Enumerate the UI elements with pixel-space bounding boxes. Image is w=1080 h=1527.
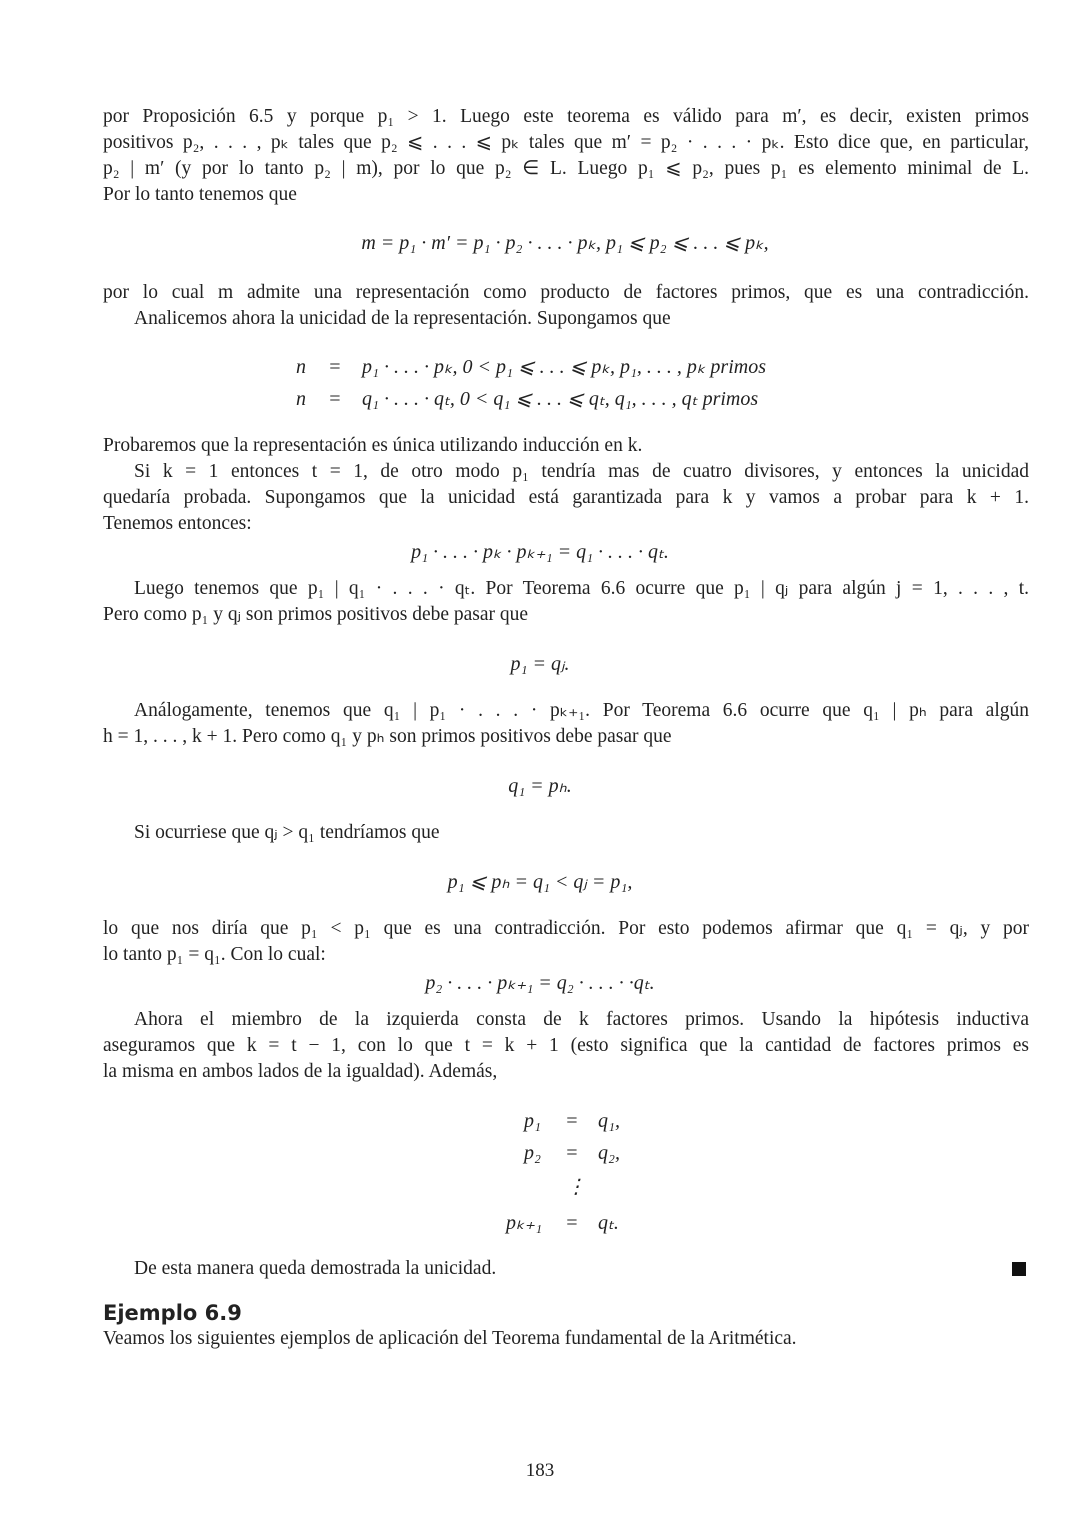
paragraph-line: Pero como p₁ y qⱼ son primos positivos debe pasar que (103, 604, 529, 625)
paragraph-line: por lo cual m admite una representación como producto de factores primos, que es una contradicción. (103, 282, 1029, 303)
paragraph-line: Si ocurriese que qⱼ > q₁ tendríamos que (134, 822, 440, 843)
align-lhs: p₁ (524, 1110, 541, 1132)
paragraph-line: Luego tenemos que p₁ | q₁ · . . . · qₜ. Por Teorema 6.6 ocurre que p₁ | qⱼ para algún j = 1, . . . , t. (134, 578, 1029, 599)
paragraph-line: quedaría probada. Supongamos que la unicidad está garantizada para k y vamos a probar para k + 1. (103, 487, 1029, 508)
paragraph-line: positivos p₂, . . . , pₖ tales que p₂ ⩽ . . . ⩽ pₖ tales que m′ = p₂ · . . . · pₖ. Esto dice que, en particular, (103, 132, 1029, 153)
system-lhs: n (296, 388, 306, 410)
paragraph-line: h = 1, . . . , k + 1. Pero como q₁ y pₕ son primos positivos debe pasar que (103, 726, 672, 747)
paragraph-line: De esta manera queda demostrada la unicidad. (134, 1258, 497, 1279)
align-rhs: q₂, (598, 1142, 620, 1164)
paragraph-line: Ahora el miembro de la izquierda consta de k factores primos. Usando la hipótesis inductiva (134, 1009, 1029, 1030)
system-lhs: n (296, 356, 306, 378)
paragraph-line: Por lo tanto tenemos que (103, 184, 297, 205)
equation-inequality-chain: p₁ ⩽ pₕ = q₁ < qⱼ = p₁, (447, 871, 633, 893)
equation-reduced-product: p₂ · . . . · pₖ₊₁ = q₂ · . . . · ·qₜ. (425, 972, 655, 994)
paragraph-line: aseguramos que k = t − 1, con lo que t = k + 1 (esto significa que la cantidad de factores primos es (103, 1035, 1029, 1056)
equation-p1-qj: p₁ = qⱼ. (510, 653, 570, 675)
align-eq: = (565, 1110, 579, 1132)
paragraph-line: Analicemos ahora la unicidad de la representación. Supongamos que (134, 308, 671, 329)
equation-product-equality: p₁ · . . . · pₖ · pₖ₊₁ = q₁ · . . . · qₜ. (411, 541, 669, 563)
equation-m-factorization: m = p₁ · m′ = p₁ · p₂ · . . . · pₖ, p₁ ⩽ p₂ ⩽ . . . ⩽ pₖ, (361, 232, 769, 254)
align-vdots: ⋮ (566, 1176, 586, 1198)
align-rhs: qₜ. (598, 1212, 619, 1234)
paragraph-line: Tenemos entonces: (103, 513, 252, 534)
align-eq: = (565, 1212, 579, 1234)
paragraph-line: Si k = 1 entonces t = 1, de otro modo p₁ tendría mas de cuatro divisores, y entonces la unicidad (134, 461, 1029, 482)
align-lhs: p₂ (524, 1142, 541, 1164)
paragraph-line: Probaremos que la representación es única utilizando inducción en k. (103, 435, 643, 456)
qed-square-icon (1012, 1262, 1026, 1276)
example-heading: Ejemplo 6.9 (103, 1301, 242, 1325)
align-eq: = (565, 1142, 579, 1164)
system-rhs: p₁ · . . . · pₖ, 0 < p₁ ⩽ . . . ⩽ pₖ, p₁, . . . , pₖ primos (362, 356, 766, 378)
align-lhs: pₖ₊₁ (506, 1212, 543, 1234)
paragraph-line: la misma en ambos lados de la igualdad). Además, (103, 1061, 498, 1082)
paragraph-line: lo tanto p₁ = q₁. Con lo cual: (103, 944, 326, 965)
paragraph-line: Veamos los siguientes ejemplos de aplicación del Teorema fundamental de la Aritmética. (103, 1328, 797, 1349)
paragraph-line: p₂ | m′ (y por lo tanto p₂ | m), por lo que p₂ ∈ L. Luego p₁ ⩽ p₂, pues p₁ es elemento minimal de L. (103, 158, 1029, 179)
align-rhs: q₁, (598, 1110, 620, 1132)
paragraph-line: por Proposición 6.5 y porque p₁ > 1. Luego este teorema es válido para m′, es decir, existen primos (103, 106, 1029, 127)
equation-q1-ph: q₁ = pₕ. (508, 775, 572, 797)
paragraph-line: lo que nos diría que p₁ < p₁ que es una contradicción. Por esto podemos afirmar que q₁ = qⱼ, y por (103, 918, 1029, 939)
system-eq: = (328, 356, 342, 378)
page-number: 183 (525, 1460, 555, 1481)
paragraph-line: Análogamente, tenemos que q₁ | p₁ · . . . · pₖ₊₁. Por Teorema 6.6 ocurre que q₁ | pₕ para algún (134, 700, 1029, 721)
system-eq: = (328, 388, 342, 410)
system-rhs: q₁ · . . . · qₜ, 0 < q₁ ⩽ . . . ⩽ qₜ, q₁, . . . , qₜ primos (362, 388, 759, 410)
